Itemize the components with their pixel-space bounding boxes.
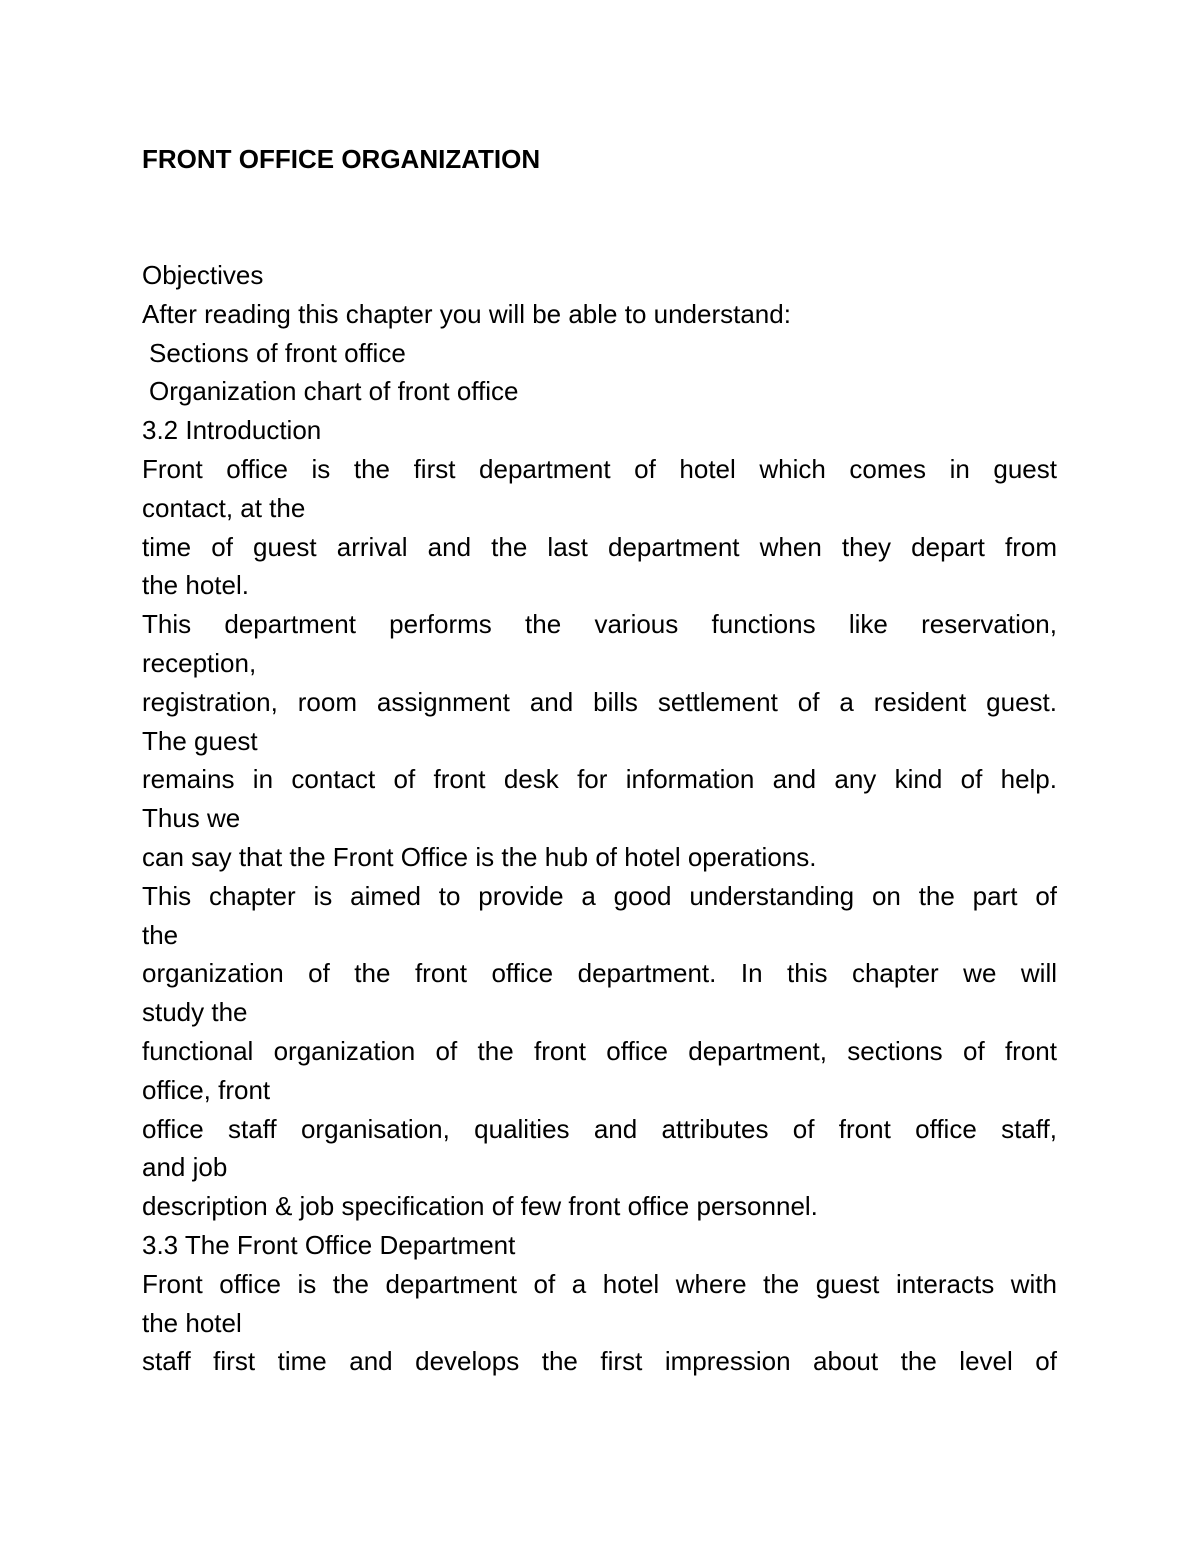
text-line: the hotel bbox=[142, 1307, 242, 1338]
text-line: the bbox=[142, 919, 179, 950]
text-line: This chapter is aimed to provide a good understanding on the part of bbox=[142, 880, 1057, 911]
text-line: the hotel. bbox=[142, 570, 249, 601]
text-line: 3.2 Introduction bbox=[142, 415, 322, 446]
text-line: registration, room assignment and bills settlement of a resident guest. bbox=[142, 686, 1057, 717]
text-line: study the bbox=[142, 997, 248, 1028]
text-line: Organization chart of front office bbox=[149, 376, 519, 407]
text-line: 3.3 The Front Office Department bbox=[142, 1229, 516, 1260]
text-line: description & job specification of few front office personnel. bbox=[142, 1191, 818, 1222]
text-line: functional organization of the front office department, sections of front bbox=[142, 1035, 1057, 1066]
text-line: reception, bbox=[142, 647, 257, 678]
text-line: staff first time and develops the first impression about the level of bbox=[142, 1346, 1057, 1377]
text-line: After reading this chapter you will be able to understand: bbox=[142, 298, 791, 329]
text-line: and job bbox=[142, 1152, 228, 1183]
text-line: organization of the front office department. In this chapter we will bbox=[142, 958, 1057, 989]
text-line: time of guest arrival and the last department when they depart from bbox=[142, 531, 1057, 562]
text-line: contact, at the bbox=[142, 492, 306, 523]
document-title: FRONT OFFICE ORGANIZATION bbox=[142, 144, 541, 174]
text-line: Front office is the department of a hotel where the guest interacts with bbox=[142, 1268, 1057, 1299]
text-line: office staff organisation, qualities and attributes of front office staff, bbox=[142, 1113, 1057, 1144]
text-line: office, front bbox=[142, 1074, 271, 1105]
text-line: The guest bbox=[142, 725, 258, 756]
text-line: This department performs the various functions like reservation, bbox=[142, 609, 1057, 640]
text-line: Objectives bbox=[142, 260, 264, 290]
text-line: Thus we bbox=[142, 803, 241, 834]
text-line: can say that the Front Office is the hub of hotel operations. bbox=[142, 841, 817, 872]
text-line: Front office is the first department of hotel which comes in guest bbox=[142, 453, 1057, 484]
document-body bbox=[142, 256, 1057, 1381]
text-line: remains in contact of front desk for information and any kind of help. bbox=[142, 764, 1057, 795]
text-line: Sections of front office bbox=[149, 337, 406, 368]
